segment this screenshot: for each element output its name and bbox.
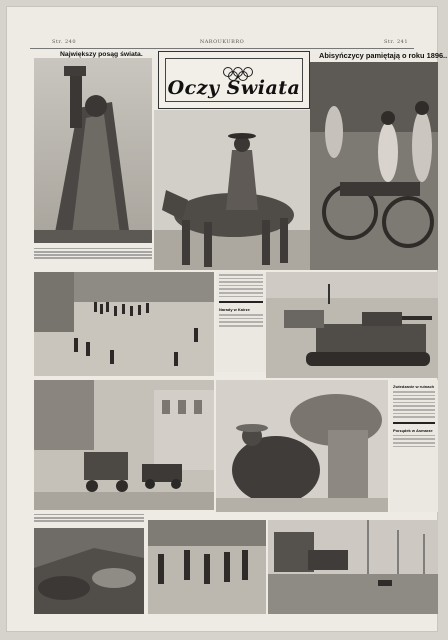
photo-soldiers-marching [148,520,266,614]
box-title-b: Zwiedzanie w ruinach [393,384,435,389]
news-column-b [390,380,438,512]
page-number-right: Str. 241 [384,39,408,45]
photo-tanks [266,272,438,378]
photo-cannon [310,62,438,270]
box-title-c: Porządek w Asmarze [393,427,433,433]
headline-statue: Największy posąg świata. [60,51,143,58]
news-column-a [216,272,266,372]
page-number-left: Str. 240 [52,39,76,45]
newspaper-page [6,6,448,632]
photo-camel [216,380,388,512]
section-title: Oczy Świata [167,77,301,99]
photo-statue [34,58,152,243]
photo-street-procession [34,272,214,376]
photo-street-carts [34,380,214,510]
photo-horseman [154,110,310,270]
running-head [30,38,414,49]
box-title-a: Narady w Kairze [219,307,250,313]
headline-abyssinia: Abisyńczycy pamiętają o roku 1896.. [319,51,448,60]
caption-statue [34,246,152,264]
caption-bottom-left [34,512,144,524]
photo-rubble [34,528,144,614]
running-head-title: NAROUKUBRO [199,39,245,45]
photo-flooded-street [268,520,438,614]
section-masthead [158,51,310,109]
